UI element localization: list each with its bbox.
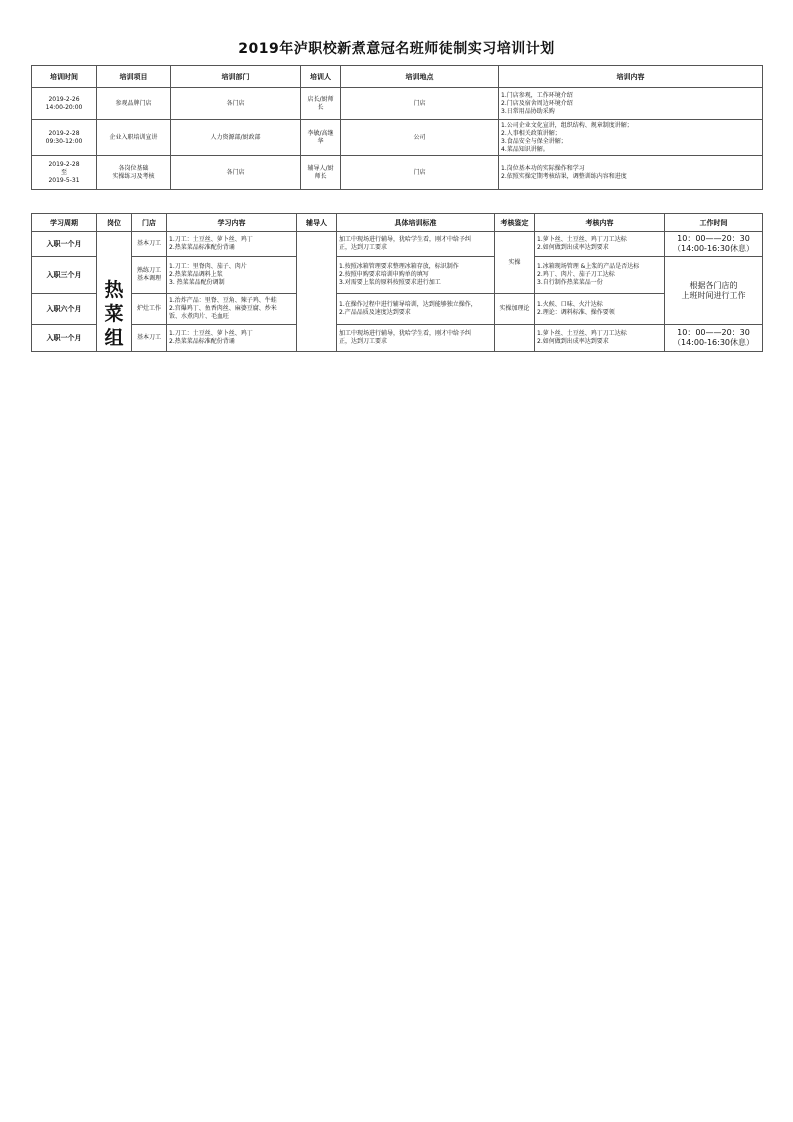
cell-dept: 人力资源部/厨政部 xyxy=(171,120,301,156)
header-location: 培训地点 xyxy=(341,66,499,88)
table-row xyxy=(32,88,763,120)
cell-location: 门店 xyxy=(341,88,499,120)
table-row xyxy=(32,156,763,190)
header-mentor: 辅导人 xyxy=(297,214,337,232)
cell-work-time: 10：00——20：30 （14:00-16:30休息） xyxy=(665,232,763,257)
cell-standard: 1.按照冰箱管理要求整理冰箱存放，标识制作 2.按照申购要求培训申购单的填写 3.对需要上浆的原料按照要求进行加工 xyxy=(337,257,495,294)
header-learn: 学习内容 xyxy=(167,214,297,232)
cell-work-time: 10：00——20：30 （14:00-16:30休息） xyxy=(665,325,763,352)
header-project: 培训项目 xyxy=(97,66,171,88)
cell-standard: 加工中现场进行辅导，犹哈学生看，刚才中给予纠 正，达到刀工要求 xyxy=(337,232,495,257)
cell-standard: 1.在操作过程中进行辅导培训，达到能够独立操作， 2.产品品质及速度达到要求 xyxy=(337,294,495,325)
header-content: 培训内容 xyxy=(499,66,763,88)
table-row xyxy=(32,232,763,257)
table-header-row xyxy=(32,214,763,232)
cell-learn: 1.刀工：土豆丝、萝卜丝、鸡丁 2.热菜菜品标准配份背诵 xyxy=(167,232,297,257)
cell-content: 1.门店参观，工作环境介绍 2.门店及宿舍周边环境介绍 3.日常用品协助采购 xyxy=(499,88,763,120)
table-row xyxy=(32,294,763,325)
cell-time: 2019-2-28 09:30-12:00 xyxy=(32,120,97,156)
cell-period: 入职一个月 xyxy=(32,325,97,352)
header-dept: 培训部门 xyxy=(171,66,301,88)
header-assess: 考核鉴定 xyxy=(495,214,535,232)
cell-dept: 各门店 xyxy=(171,88,301,120)
cell-period: 入职六个月 xyxy=(32,294,97,325)
cell-store: 熟练刀工 基本调理 xyxy=(132,257,167,294)
cell-project: 企业入职培训宣讲 xyxy=(97,120,171,156)
cell-trainer: 店长/厨师 长 xyxy=(301,88,341,120)
cell-location: 门店 xyxy=(341,156,499,190)
header-assess-content: 考核内容 xyxy=(535,214,665,232)
cell-assess: 实操 xyxy=(495,232,535,294)
cell-standard: 加工中现场进行辅导，犹哈学生看，刚才中给予纠 正，达到刀工要求 xyxy=(337,325,495,352)
header-period: 学习周期 xyxy=(32,214,97,232)
cell-location: 公司 xyxy=(341,120,499,156)
cell-store: 炉灶工作 xyxy=(132,294,167,325)
cell-assess xyxy=(495,325,535,352)
cell-content: 1.公司企业文化宣讲，组织结构、规章制度讲解； 2.人事相关政策讲解； 3.食品安全与保全讲解； 4.菜品知识讲解。 xyxy=(499,120,763,156)
cell-mentor xyxy=(297,232,337,352)
cell-trainer: 李敏/高继 华 xyxy=(301,120,341,156)
cell-project: 各岗位基础 实操练习及考核 xyxy=(97,156,171,190)
cell-period: 入职三个月 xyxy=(32,257,97,294)
table-row xyxy=(32,120,763,156)
cell-work-time: 根据各门店的 上班时间进行工作 xyxy=(665,257,763,325)
table-row xyxy=(32,325,763,352)
cell-assess-content: 1.冰箱现场管理 &上浆的产品是否达标 2.鸡丁、肉片、茄子刀工达标 3.自行制作热菜菜品一份 xyxy=(535,257,665,294)
cell-learn: 1.刀工：里脊肉、茄子、肉片 2.热菜菜品调料上浆 3. 热菜菜品配份调制 xyxy=(167,257,297,294)
table-row xyxy=(32,257,763,294)
cell-store: 基本刀工 xyxy=(132,232,167,257)
cell-station: 热 菜 组 xyxy=(97,232,132,352)
cell-learn: 1.刀工：土豆丝、萝卜丝、鸡丁 2.热菜菜品标准配份背诵 xyxy=(167,325,297,352)
table-header-row xyxy=(32,66,763,88)
cell-trainer: 辅导人/厨 师长 xyxy=(301,156,341,190)
header-store: 门店 xyxy=(132,214,167,232)
cell-assess: 实操加理论 xyxy=(495,294,535,325)
cell-assess-content: 1.萝卜丝、土豆丝、鸡丁刀工达标 2.如何做到出成率达到要求 xyxy=(535,325,665,352)
cell-assess-content: 1.火候、口味、火汁达标 2.理论：调料标准、操作要领 xyxy=(535,294,665,325)
header-station: 岗位 xyxy=(97,214,132,232)
cell-project: 参观品牌门店 xyxy=(97,88,171,120)
cell-period: 入职一个月 xyxy=(32,232,97,257)
cell-learn: 1.治炸产品：里脊、豆角、辣子鸡、牛蛙 2.宫爆鸡丁、鱼香肉丝、麻婆豆腐、炒米 饭、水煮肉片、毛血旺 xyxy=(167,294,297,325)
header-trainer: 培训人 xyxy=(301,66,341,88)
cell-time: 2019-2-26 14:00-20:00 xyxy=(32,88,97,120)
cell-time: 2019-2-28 至 2019-5-31 xyxy=(32,156,97,190)
training-schedule-table xyxy=(31,65,763,190)
cell-assess-content: 1.萝卜丝、土豆丝、鸡丁刀工达标 2.如何做到出成率达到要求 xyxy=(535,232,665,257)
header-standard: 具体培训标准 xyxy=(337,214,495,232)
header-time: 培训时间 xyxy=(32,66,97,88)
header-work-time: 工作时间 xyxy=(665,214,763,232)
cell-store: 基本刀工 xyxy=(132,325,167,352)
learning-plan-table xyxy=(31,213,763,352)
blank-page-area xyxy=(0,352,793,1122)
page-title: 2019年泸职校新煮意冠名班师徒制实习培训计划 xyxy=(238,41,555,57)
cell-dept: 各门店 xyxy=(171,156,301,190)
cell-content: 1.岗位基本功的实际操作和学习 2.依照实操定期考核结果，调整训练内容和进度 xyxy=(499,156,763,190)
